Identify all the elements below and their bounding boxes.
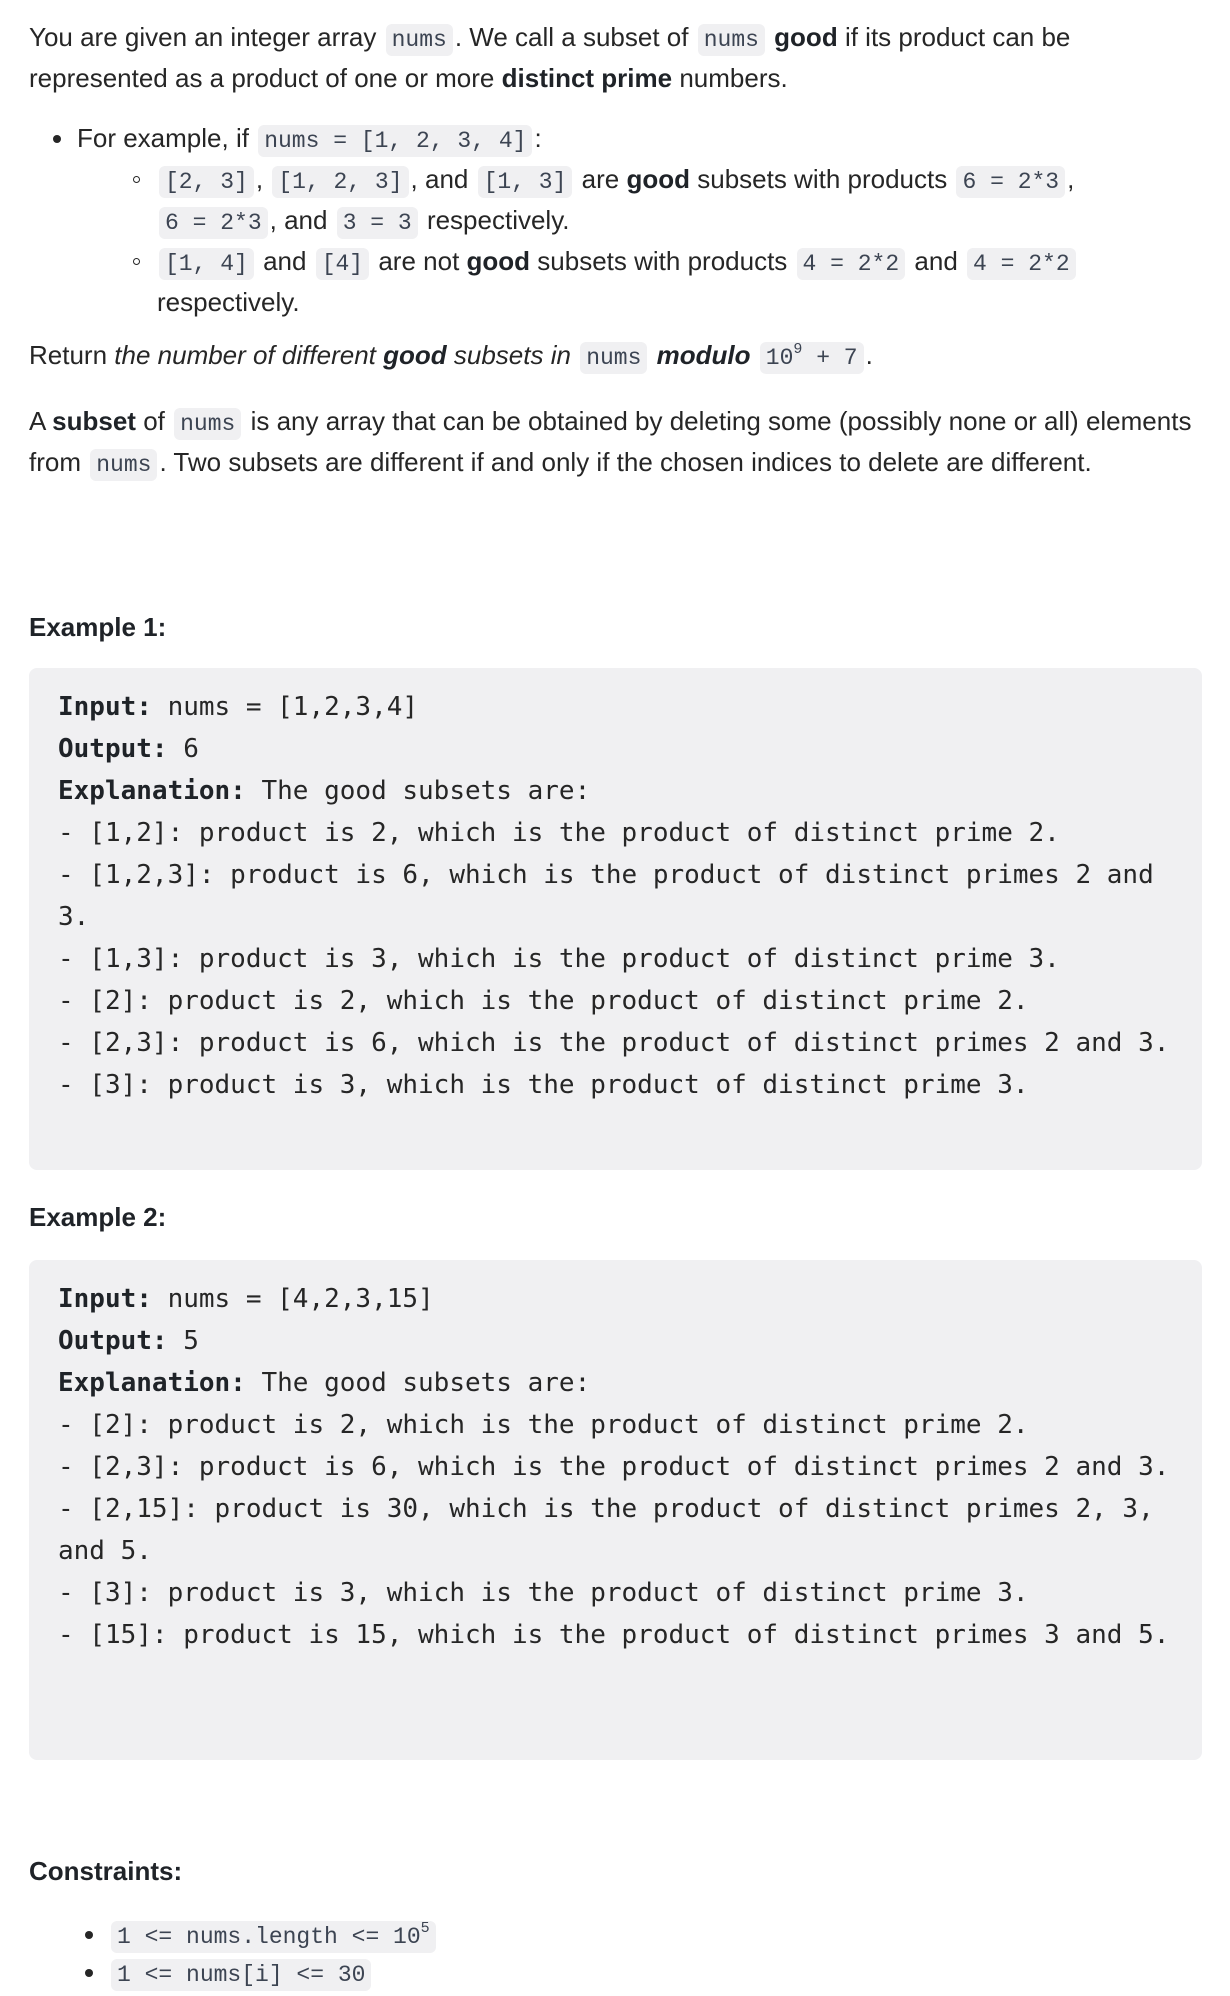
inline-code: 6 = 2*3 (159, 207, 268, 239)
bold-italic-term: good (383, 340, 447, 370)
sub-bullet-circle-icon (133, 258, 140, 265)
text: : (534, 123, 542, 153)
output-value: 6 (167, 734, 199, 764)
superscript: 5 (420, 1920, 430, 1938)
inline-code: 4 = 2*2 (797, 248, 906, 280)
output-value: 5 (167, 1326, 199, 1356)
text: and (914, 246, 958, 276)
text: if its product can be represented as a product of one or more (29, 22, 1071, 93)
bold-term: good (774, 22, 838, 52)
explanation-line (58, 1362, 1173, 1404)
text: and (263, 246, 307, 276)
text: , (1067, 164, 1075, 194)
return-paragraph (29, 336, 1199, 377)
modulo-value-code (760, 342, 864, 374)
explanation-item: - [1,2]: product is 2, which is the product of distinct prime 2. (58, 818, 1060, 848)
inline-code: 3 = 3 (337, 207, 418, 239)
inline-code: [1, 4] (159, 248, 254, 280)
explanation-item: - [2]: product is 2, which is the product of distinct prime 2. (58, 1410, 1029, 1440)
inline-code: nums (174, 408, 241, 440)
text: are (581, 164, 620, 194)
example-2-heading: Example 2: (29, 1202, 167, 1232)
inline-code: [1, 3] (478, 166, 573, 198)
explanation-item: - [1,3]: product is 3, which is the product of distinct prime 3. (58, 944, 1060, 974)
explanation-label: Explanation: (58, 1368, 246, 1398)
constraint-item (80, 1953, 438, 1991)
bullet-dot-icon (53, 135, 61, 143)
input-value: nums = [1,2,3,4] (151, 692, 419, 722)
input-label: Input: (58, 1284, 152, 1314)
bold-term: subset (52, 406, 136, 436)
constraint-code: 1 <= nums[i] <= 30 (111, 1959, 371, 1991)
explanation-item: - [2,3]: product is 6, which is the product of distinct primes 2 and 3. (58, 1028, 1170, 1058)
text: subsets with products (537, 246, 788, 276)
example-2-block (29, 1260, 1202, 1760)
inline-code: nums (386, 24, 453, 56)
sub-bullet-item (48, 160, 1200, 242)
explanation-value: The good subsets are: (245, 1368, 591, 1398)
italic-text: subsets in (453, 340, 571, 370)
text: . Two subsets are different if and only if the chosen indices to delete are different. (159, 447, 1092, 477)
explanation-line (58, 770, 1173, 812)
explanation-item: - [2]: product is 2, which is the product of distinct prime 2. (58, 986, 1029, 1016)
superscript: 9 (793, 341, 803, 359)
explanation-item: - [3]: product is 3, which is the product of distinct prime 3. (58, 1070, 1029, 1100)
output-label: Output: (58, 1326, 168, 1356)
constraint-item (80, 1915, 438, 1953)
bold-term: distinct prime (501, 63, 673, 93)
text: 10 (765, 345, 794, 371)
text: + 7 (802, 345, 858, 371)
text: . We call a subset of (454, 22, 689, 52)
subset-definition-paragraph (29, 402, 1199, 484)
bold-italic-term: modulo (656, 340, 751, 370)
text: , (255, 164, 264, 194)
text: For example, if (77, 123, 249, 153)
constraint-code (111, 1921, 436, 1953)
text: is any array that can be obtained by deleting some (possibly none or all) elements from (29, 406, 1192, 477)
constraints-list (80, 1915, 438, 1991)
text: numbers. (679, 63, 788, 93)
inline-code: 4 = 2*2 (967, 248, 1076, 280)
explanation-item: - [2,15]: product is 30, which is the product of distinct primes 2, 3, and 5. (58, 1494, 1170, 1566)
output-line (58, 1320, 1173, 1362)
text: , and (410, 164, 469, 194)
constraints-heading: Constraints: (29, 1856, 183, 1886)
sub-bullet-circle-icon (133, 176, 140, 183)
text: A (29, 406, 45, 436)
text: respectively. (157, 287, 300, 317)
text: . (865, 340, 873, 370)
text: You are given an integer array (29, 22, 377, 52)
bullet-dot-icon (85, 1969, 93, 1977)
text: Return (29, 340, 108, 370)
text: are not (378, 246, 460, 276)
inline-code: 6 = 2*3 (956, 166, 1065, 198)
inline-code: nums (698, 24, 765, 56)
input-label: Input: (58, 692, 152, 722)
inline-code: nums = [1, 2, 3, 4] (258, 125, 532, 157)
text: of (143, 406, 165, 436)
intro-paragraph (29, 18, 1199, 97)
inline-code: [2, 3] (159, 166, 254, 198)
input-line (58, 686, 1173, 728)
explanation-item: - [2,3]: product is 6, which is the product of distinct primes 2 and 3. (58, 1452, 1170, 1482)
text: subsets with products (697, 164, 948, 194)
sub-bullet-item (48, 242, 1200, 321)
output-line (58, 728, 1173, 770)
inline-code: nums (580, 342, 647, 374)
explanation-item: - [1,2,3]: product is 6, which is the product of distinct primes 2 and 3. (58, 860, 1170, 932)
bold-term: good (626, 164, 690, 194)
example-bullet-list (77, 119, 1200, 321)
bullet-item (48, 119, 1200, 160)
text: , and (269, 205, 328, 235)
bold-term: good (466, 246, 531, 276)
text: respectively. (426, 205, 570, 235)
input-value: nums = [4,2,3,15] (151, 1284, 434, 1314)
example-1-heading: Example 1: (29, 612, 167, 642)
input-line (58, 1278, 1173, 1320)
inline-code: [4] (316, 248, 369, 280)
inline-code: [1, 2, 3] (272, 166, 408, 198)
explanation-value: The good subsets are: (245, 776, 591, 806)
inline-code: nums (90, 449, 157, 481)
example-1-block (29, 668, 1202, 1170)
bullet-dot-icon (85, 1931, 93, 1939)
text: 1 <= nums.length <= 10 (117, 1924, 421, 1950)
explanation-item: - [15]: product is 15, which is the product of distinct primes 3 and 5. (58, 1620, 1170, 1650)
explanation-label: Explanation: (58, 776, 246, 806)
explanation-item: - [3]: product is 3, which is the product of distinct prime 3. (58, 1578, 1029, 1608)
italic-text: the number of different (114, 340, 376, 370)
output-label: Output: (58, 734, 168, 764)
